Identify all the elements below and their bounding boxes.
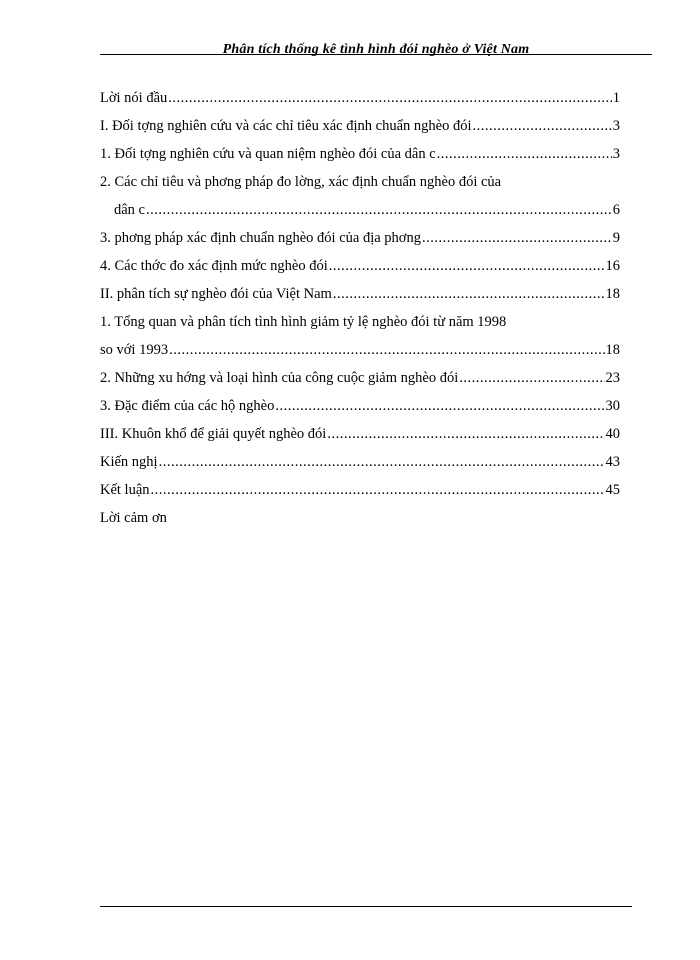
toc-entry-text: Kết luận — [100, 482, 150, 498]
toc-leader-dots — [422, 224, 612, 252]
toc-entry-text: 1. Đối tợng nghiên cứu và quan niệm nghèo đói của dân c — [100, 146, 436, 162]
toc-entry-preface[interactable] — [100, 84, 620, 112]
toc-entry-page: 45 — [605, 482, 620, 498]
toc-leader-dots — [459, 364, 604, 392]
toc-entry-page: 3 — [612, 118, 620, 134]
toc-entry-text: I. Đối tợng nghiên cứu và các chỉ tiêu xác định chuẩn nghèo đói — [100, 118, 472, 134]
table-of-contents — [100, 84, 620, 532]
toc-entry-page: 23 — [605, 370, 620, 386]
toc-leader-dots — [146, 196, 612, 224]
toc-entry-text: 4. Các thớc đo xác định mức nghèo đói — [100, 258, 328, 274]
toc-entry-2-1[interactable] — [100, 308, 620, 336]
toc-entry-page: 18 — [605, 286, 620, 302]
toc-entry-page: 9 — [612, 230, 620, 246]
toc-entry-text: 3. phơng pháp xác định chuẩn nghèo đói của địa phơng — [100, 230, 421, 246]
toc-entry-section-3[interactable] — [100, 420, 620, 448]
toc-entry-text: so với 1993 — [100, 342, 169, 358]
toc-entry-conclusion[interactable] — [100, 476, 620, 504]
toc-entry-recommendations[interactable] — [100, 448, 620, 476]
toc-entry-text: III. Khuôn khổ để giải quyết nghèo đói — [100, 426, 327, 442]
toc-entry-page: 1 — [612, 90, 620, 106]
toc-entry-page: 43 — [605, 454, 620, 470]
toc-entry-page: 16 — [605, 258, 620, 274]
toc-entry-2-3[interactable] — [100, 392, 620, 420]
toc-leader-dots — [168, 84, 611, 112]
toc-entry-text: 3. Đặc điểm của các hộ nghèo — [100, 398, 275, 414]
toc-entry-1-1[interactable] — [100, 140, 620, 168]
footer-rule — [100, 906, 632, 907]
toc-entry-1-2-cont[interactable] — [100, 196, 620, 224]
toc-entry-1-4[interactable] — [100, 252, 620, 280]
header-title: Phân tích thống kê tình hình đói nghèo ở Việt Nam — [222, 42, 530, 57]
running-header — [100, 40, 652, 55]
toc-leader-dots — [333, 280, 605, 308]
toc-entry-text: Lời cảm ơn — [100, 510, 167, 526]
toc-entry-text: Lời nói đầu — [100, 90, 168, 106]
toc-entry-1-2[interactable] — [100, 168, 620, 196]
toc-entry-page: 3 — [612, 146, 620, 162]
toc-entry-text: Kiến nghị — [100, 454, 158, 470]
toc-entry-2-2[interactable] — [100, 364, 620, 392]
toc-leader-dots — [437, 140, 612, 168]
toc-leader-dots — [329, 252, 605, 280]
toc-entry-page: 40 — [605, 426, 620, 442]
toc-leader-dots — [169, 336, 604, 364]
toc-entry-page: 18 — [605, 342, 620, 358]
toc-entry-text: 2. Những xu hớng và loại hình của công cuộc giảm nghèo đói — [100, 370, 459, 386]
toc-leader-dots — [151, 476, 605, 504]
toc-entry-text: dân c — [114, 202, 145, 218]
toc-entry-text: II. phân tích sự nghèo đói của Việt Nam — [100, 286, 332, 302]
toc-entry-page: 30 — [605, 398, 620, 414]
toc-entry-section-2[interactable] — [100, 280, 620, 308]
toc-leader-dots — [159, 448, 605, 476]
toc-leader-dots — [472, 112, 611, 140]
toc-entry-acknowledgements[interactable] — [100, 504, 620, 532]
toc-leader-dots — [327, 420, 604, 448]
toc-entry-page: 6 — [612, 202, 620, 218]
toc-entry-text: 1. Tổng quan và phân tích tình hình giảm tỷ lệ nghèo đói từ năm 1998 — [100, 314, 507, 330]
toc-entry-2-1-cont[interactable] — [100, 336, 620, 364]
toc-entry-section-1[interactable] — [100, 112, 620, 140]
toc-entry-1-3[interactable] — [100, 224, 620, 252]
toc-leader-dots — [275, 392, 604, 420]
toc-entry-text: 2. Các chỉ tiêu và phơng pháp đo lờng, xác định chuẩn nghèo đói của — [100, 174, 502, 190]
